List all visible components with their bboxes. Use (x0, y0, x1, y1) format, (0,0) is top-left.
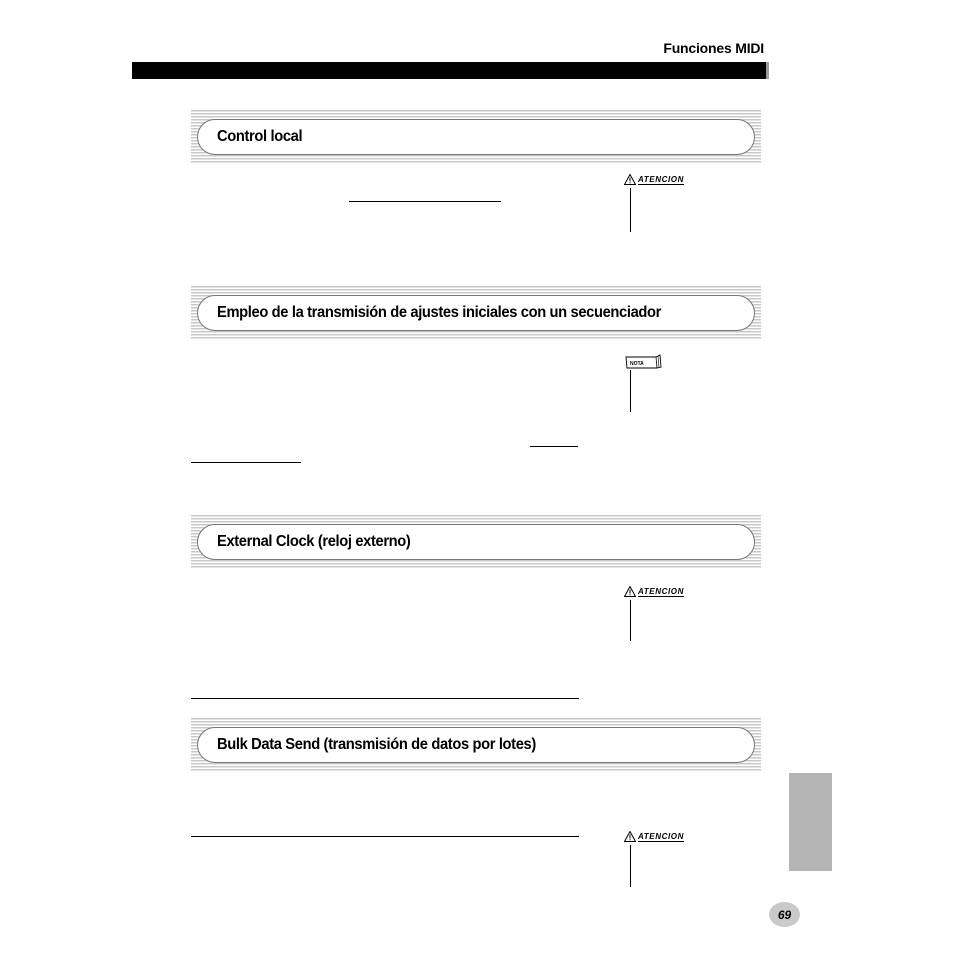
divider (191, 836, 579, 837)
atencion-label: ATENCION (638, 174, 684, 184)
section-header-transmision-ajustes (191, 286, 761, 340)
section-header-bulk-data-send (191, 718, 761, 772)
nota-label: NOTA (630, 361, 644, 367)
atencion-note (624, 831, 684, 887)
section-title: Control local (217, 128, 303, 145)
section-title: Bulk Data Send (transmisión de datos por lotes) (217, 736, 536, 753)
section-title: Empleo de la transmisión de ajustes iniciales con un secuenciador (217, 304, 662, 321)
atencion-note (624, 586, 684, 641)
nota-icon (624, 354, 664, 370)
note-line (630, 370, 631, 412)
underline (530, 446, 578, 447)
chapter-side-tab (789, 773, 832, 871)
atencion-label: ATENCION (638, 586, 684, 596)
section-title-pill (197, 295, 755, 331)
header-rule (132, 62, 766, 79)
page-number-badge (769, 902, 800, 927)
warning-icon (624, 831, 636, 842)
section-title-pill (197, 524, 755, 560)
section-header-external-clock (191, 515, 761, 569)
note-line (630, 845, 631, 887)
section-header-control-local (191, 110, 761, 164)
section-title: External Clock (reloj externo) (217, 533, 411, 550)
running-header: Funciones MIDI (663, 40, 764, 56)
underline (191, 462, 301, 463)
atencion-note (624, 174, 684, 232)
nota-note (624, 354, 664, 412)
warning-icon (624, 586, 636, 597)
section-title-pill (197, 119, 755, 155)
warning-icon (624, 174, 636, 185)
note-line (630, 188, 631, 232)
underline (349, 201, 501, 202)
divider (191, 698, 579, 699)
atencion-label: ATENCION (638, 831, 684, 841)
note-line (630, 600, 631, 641)
section-title-pill (197, 727, 755, 763)
page-number: 69 (777, 907, 792, 922)
